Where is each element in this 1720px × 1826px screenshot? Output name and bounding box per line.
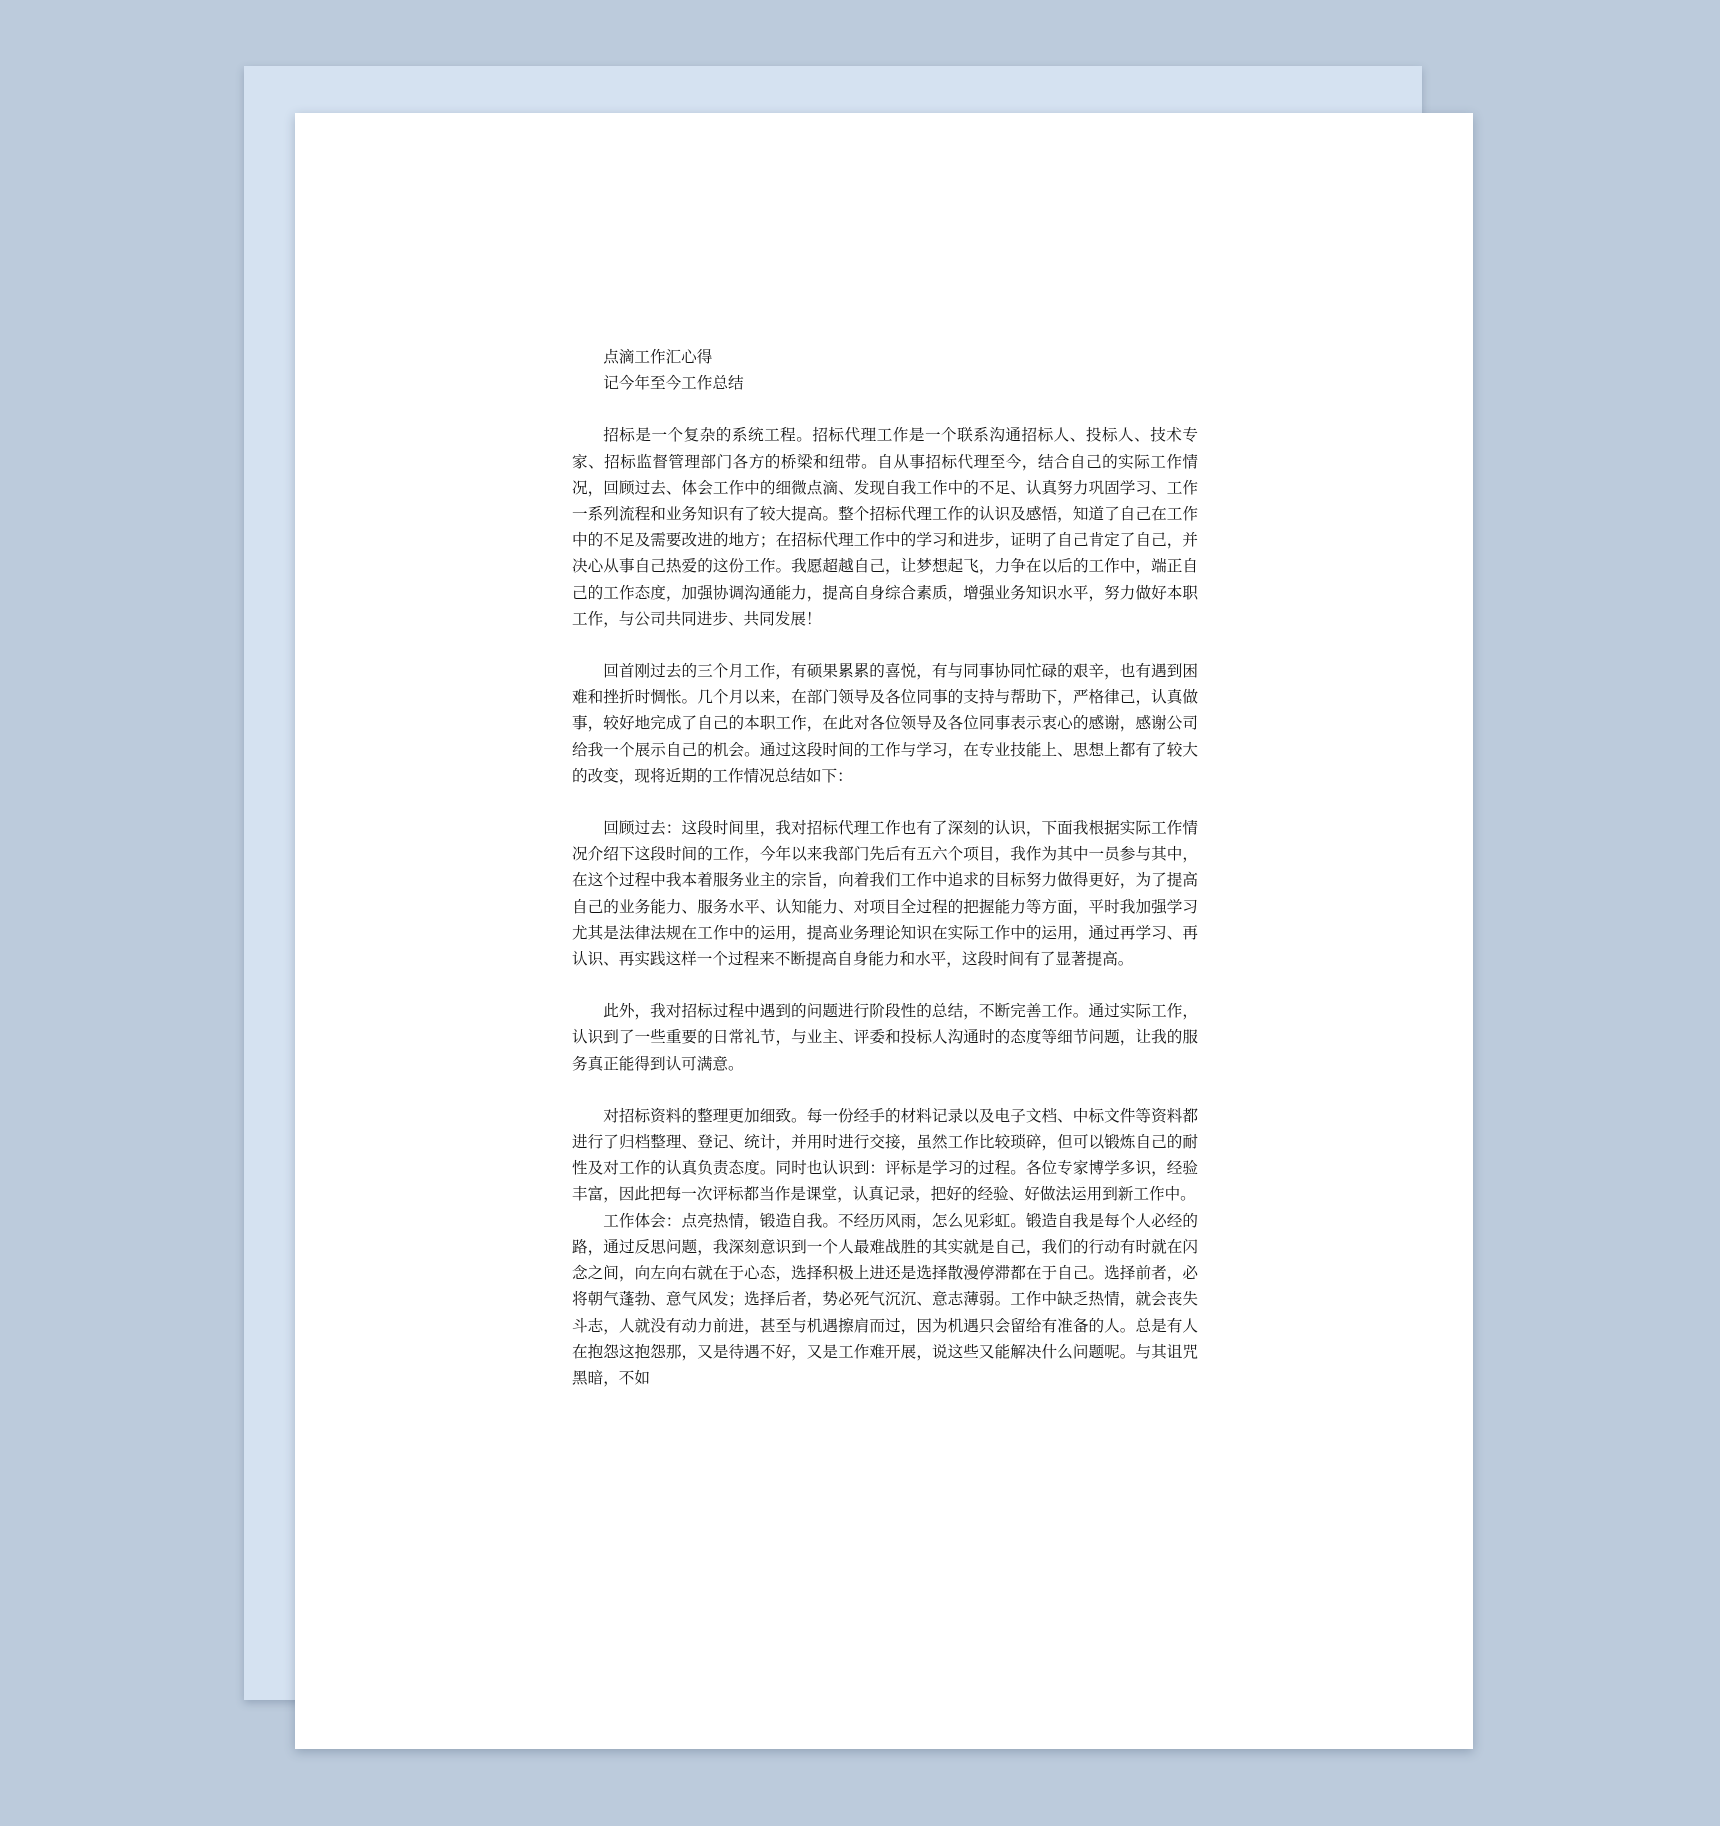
- front-paper-sheet: [295, 113, 1473, 1749]
- paragraph-6: 工作体会：点亮热情，锻造自我。不经历风雨，怎么见彩虹。锻造自我是每个人必经的路，通过反思问题，我深刻意识到一个人最难战胜的其实就是自己，我们的行动有时就在闪念之间，向左向右就在于心态，选择积极上进还是选择散漫停滞都在于自己。选择前者，必将朝气蓬勃、意气风发；选择后者，势必死气沉沉、意志薄弱。工作中缺乏热情，就会丧失斗志，人就没有动力前进，甚至与机遇擦肩而过，因为机遇只会留给有准备的人。总是有人在抱怨这抱怨那，又是待遇不好，又是工作难开展，说这些又能解决什么问题呢。与其诅咒黑暗，不如: [572, 1211, 1198, 1387]
- paragraph-1: 招标是一个复杂的系统工程。招标代理工作是一个联系沟通招标人、投标人、技术专家、招标监督管理部门各方的桥梁和纽带。自从事招标代理至今，结合自己的实际工作情况，回顾过去、体会工作中的细微点滴、发现自我工作中的不足、认真努力巩固学习、工作一系列流程和业务知识有了较大提高。整个招标代理工作的认识及感悟，知道了自己在工作中的不足及需要改进的地方；在招标代理工作中的学习和进步，证明了自己肯定了自己，并决心从事自己热爱的这份工作。我愿超越自己，让梦想起飞，力争在以后的工作中，端正自己的工作态度，加强协调沟通能力，提高自身综合素质，增强业务知识水平，努力做好本职工作，与公司共同进步、共同发展！: [572, 426, 1198, 628]
- document-title: 点滴工作汇心得: [603, 348, 713, 366]
- paragraph-3: 回顾过去：这段时间里，我对招标代理工作也有了深刻的认识，下面我根据实际工作情况介绍下这段时间的工作，今年以来我部门先后有五六个项目，我作为其中一员参与其中，在这个过程中我本着服务业主的宗旨，向着我们工作中追求的目标努力做得更好，为了提高自己的业务能力、服务水平、认知能力、对项目全过程的把握能力等方面，平时我加强学习尤其是法律法规在工作中的运用，提高业务理论知识在实际工作中的运用，通过再学习、再认识、再实践这样一个过程来不断提高自身能力和水平，这段时间有了显著提高。: [572, 819, 1198, 969]
- document-subtitle: 记今年至今工作总结: [603, 374, 744, 393]
- paragraph-4: 此外，我对招标过程中遇到的问题进行阶段性的总结，不断完善工作。通过实际工作，认识到了一些重要的日常礼节，与业主、评委和投标人沟通时的态度等细节问题，让我的服务真正能得到认可满意。: [572, 1002, 1198, 1073]
- paragraph-5: 对招标资料的整理更加细致。每一份经手的材料记录以及电子文档、中标文件等资料都进行了归档整理、登记、统计，并用时进行交接，虽然工作比较琐碎，但可以锻炼自己的耐性及对工作的认真负责态度。同时也认识到：评标是学习的过程。各位专家博学多识，经验丰富，因此把每一次评标都当作是课堂，认真记录，把好的经验、好做法运用到新工作中。: [572, 1106, 1198, 1204]
- paragraph-2: 回首刚过去的三个月工作，有硕果累累的喜悦，有与同事协同忙碌的艰辛，也有遇到困难和挫折时惆怅。几个月以来，在部门领导及各位同事的支持与帮助下，严格律己，认真做事，较好地完成了自己的本职工作，在此对各位领导及各位同事表示衷心的感谢，感谢公司给我一个展示自己的机会。通过这段时间的工作与学习，在专业技能上、思想上都有了较大的改变，现将近期的工作情况总结如下：: [572, 662, 1198, 785]
- title-block: [572, 344, 1198, 396]
- document-body: [572, 344, 1198, 1391]
